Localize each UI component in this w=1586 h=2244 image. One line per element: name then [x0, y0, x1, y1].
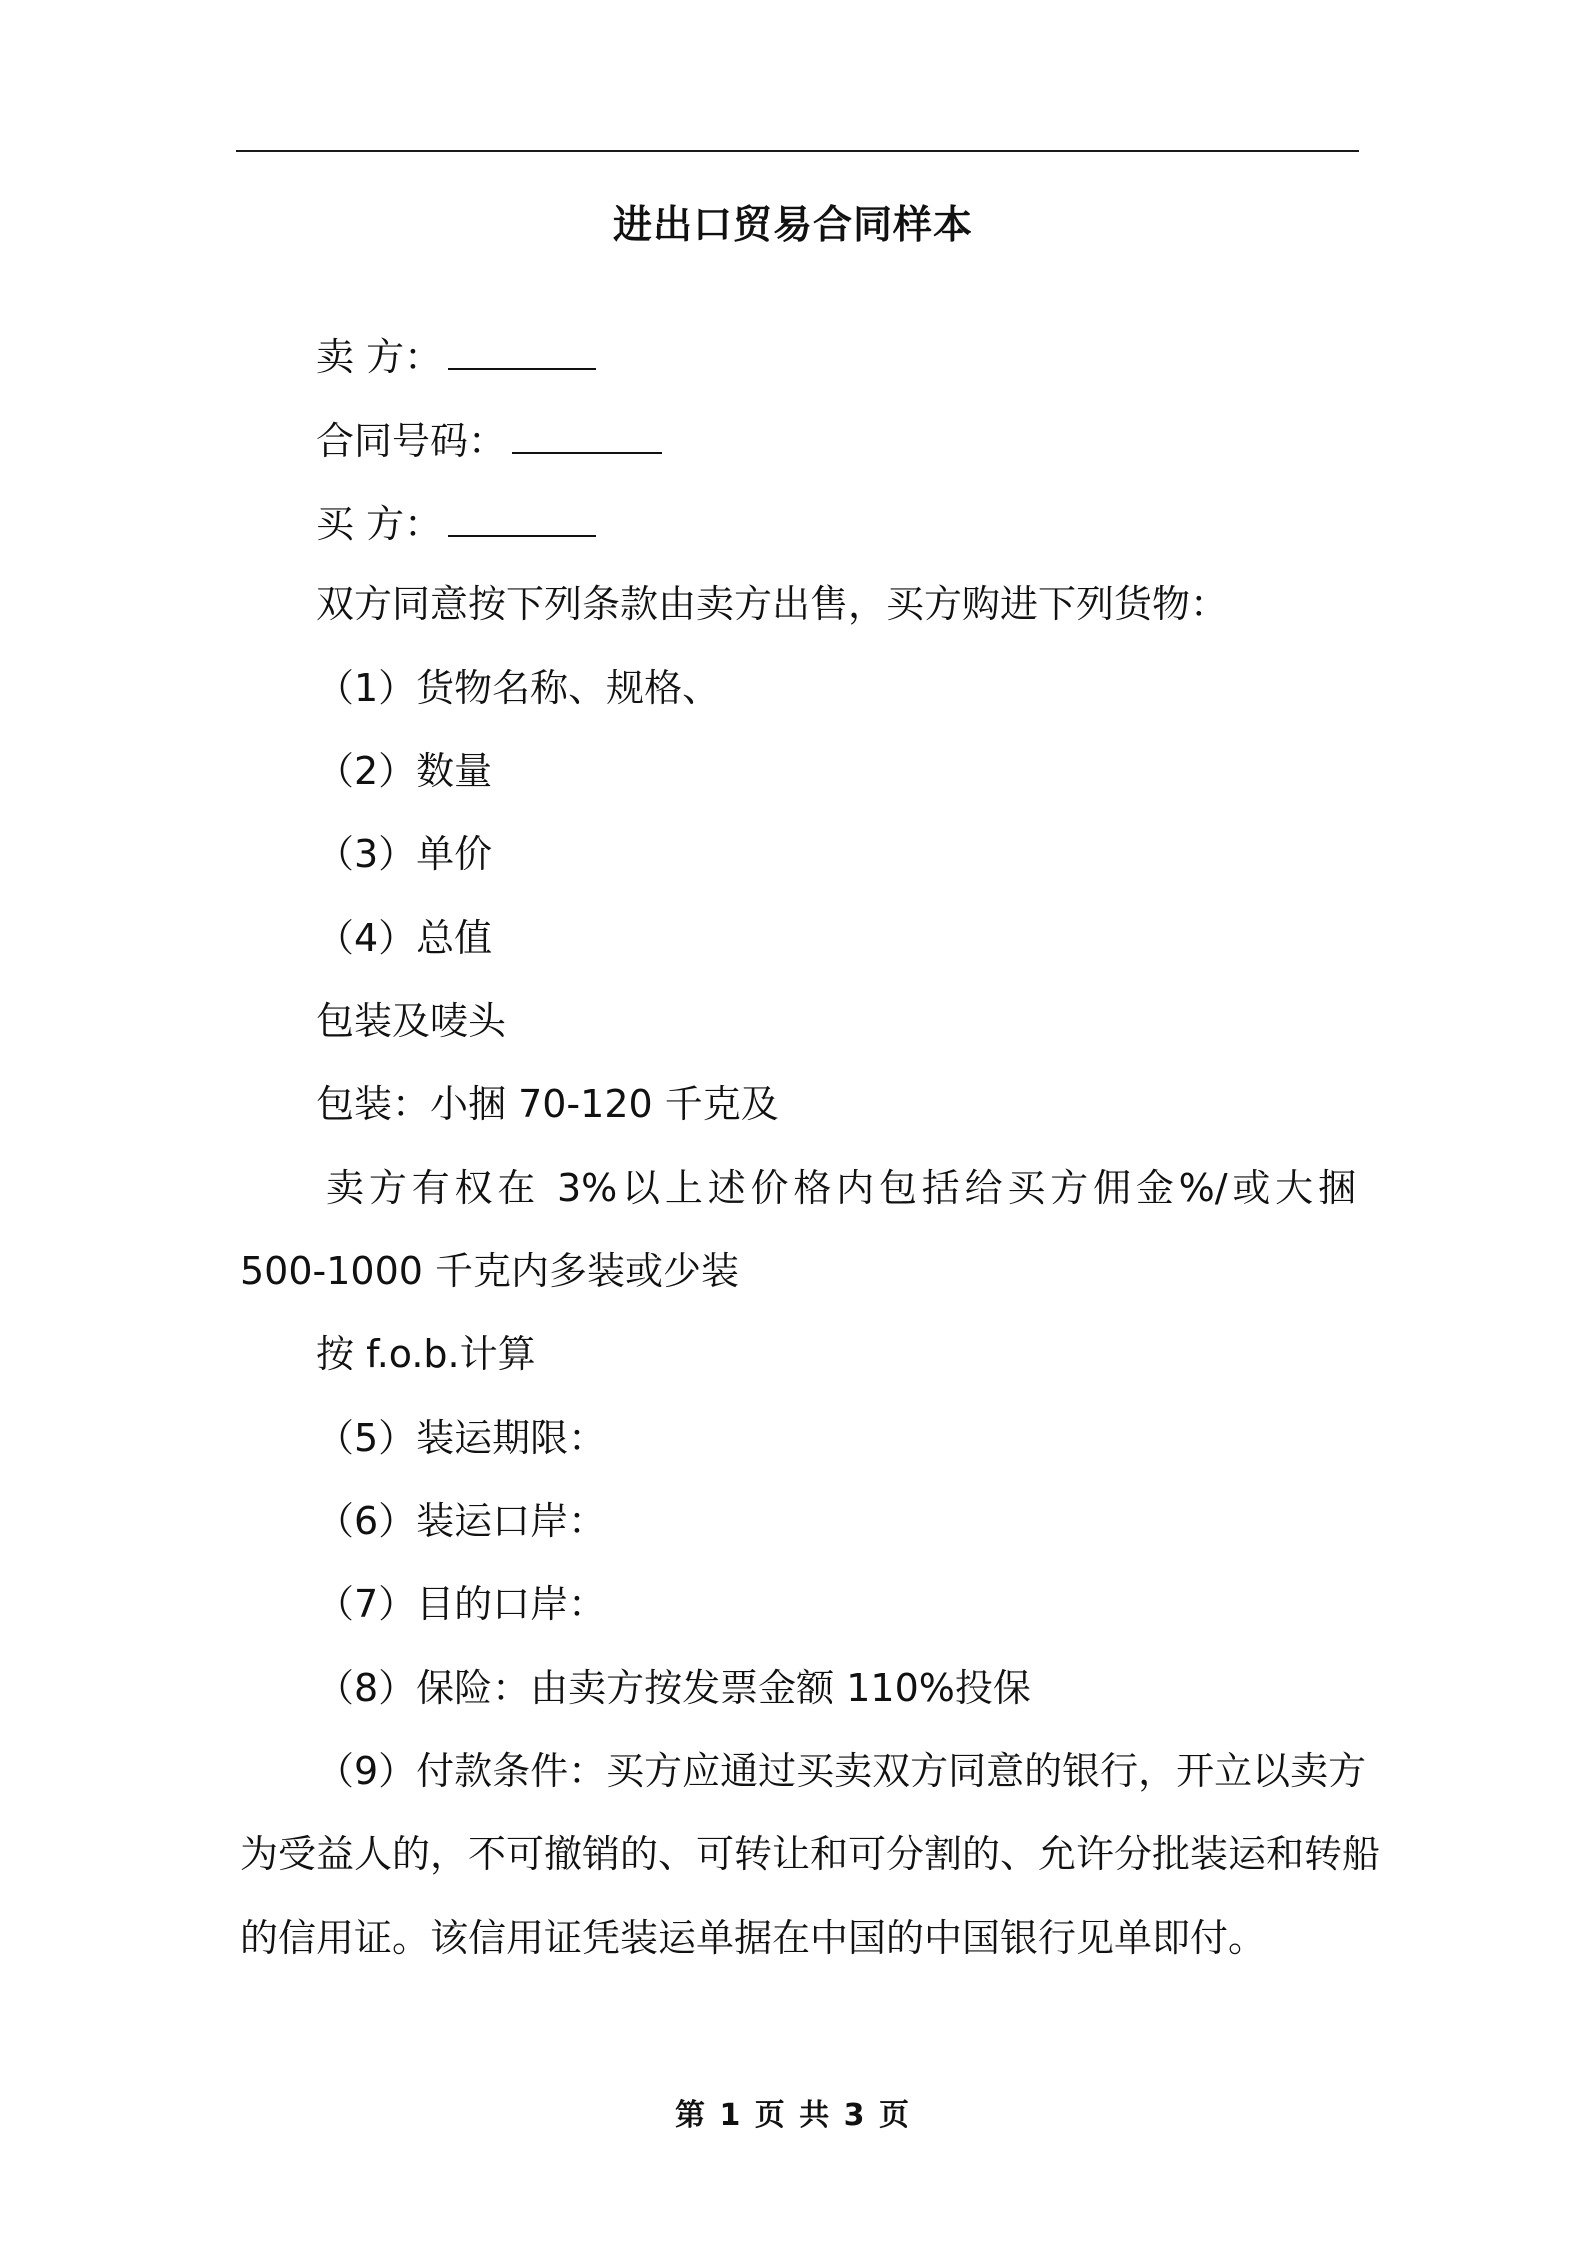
contract-number-field	[316, 412, 662, 467]
item-7: （7）目的口岸：	[316, 1582, 607, 1626]
item-8: （8）保险：由卖方按发票金额 110%投保	[316, 1666, 1031, 1710]
item-3: （3）单价	[316, 832, 493, 876]
item-6: （6）装运口岸：	[316, 1499, 607, 1543]
packing-detail: 包装：小捆 70-120 千克及	[316, 1082, 779, 1126]
item-1: （1）货物名称、规格、	[316, 666, 721, 710]
buyer-blank	[448, 495, 596, 537]
commission-line-1: 卖方有权在 3%以上述价格内包括给买方佣金%/或大捆	[326, 1166, 1356, 1210]
page-number-footer: 第 1 页 共 3 页	[675, 2098, 911, 2133]
item-9-line-2: 为受益人的，不可撤销的、可转让和可分割的、允许分批装运和转船	[240, 1832, 1381, 1876]
buyer-field	[316, 495, 596, 550]
contract-number-blank	[512, 412, 662, 454]
item-9-line-1: （9）付款条件：买方应通过买卖双方同意的银行，开立以卖方	[316, 1749, 1367, 1793]
packing-heading: 包装及唛头	[316, 999, 507, 1043]
item-2: （2）数量	[316, 749, 493, 793]
seller-blank	[448, 328, 596, 370]
commission-line-2: 500-1000 千克内多装或少装	[240, 1249, 740, 1293]
intro-paragraph: 双方同意按下列条款由卖方出售，买方购进下列货物：	[316, 582, 1229, 626]
document-title: 进出口贸易合同样本	[612, 203, 973, 248]
item-5: （5）装运期限：	[316, 1416, 607, 1460]
seller-label: 卖 方：	[316, 335, 443, 379]
buyer-label: 买 方：	[316, 502, 443, 546]
header-rule	[236, 150, 1359, 152]
contract-number-label: 合同号码：	[316, 419, 507, 463]
item-4: （4）总值	[316, 916, 493, 960]
fob-line: 按 f.o.b.计算	[316, 1332, 536, 1376]
item-9-line-3: 的信用证。该信用证凭装运单据在中国的中国银行见单即付。	[240, 1916, 1267, 1960]
seller-field	[316, 328, 596, 383]
